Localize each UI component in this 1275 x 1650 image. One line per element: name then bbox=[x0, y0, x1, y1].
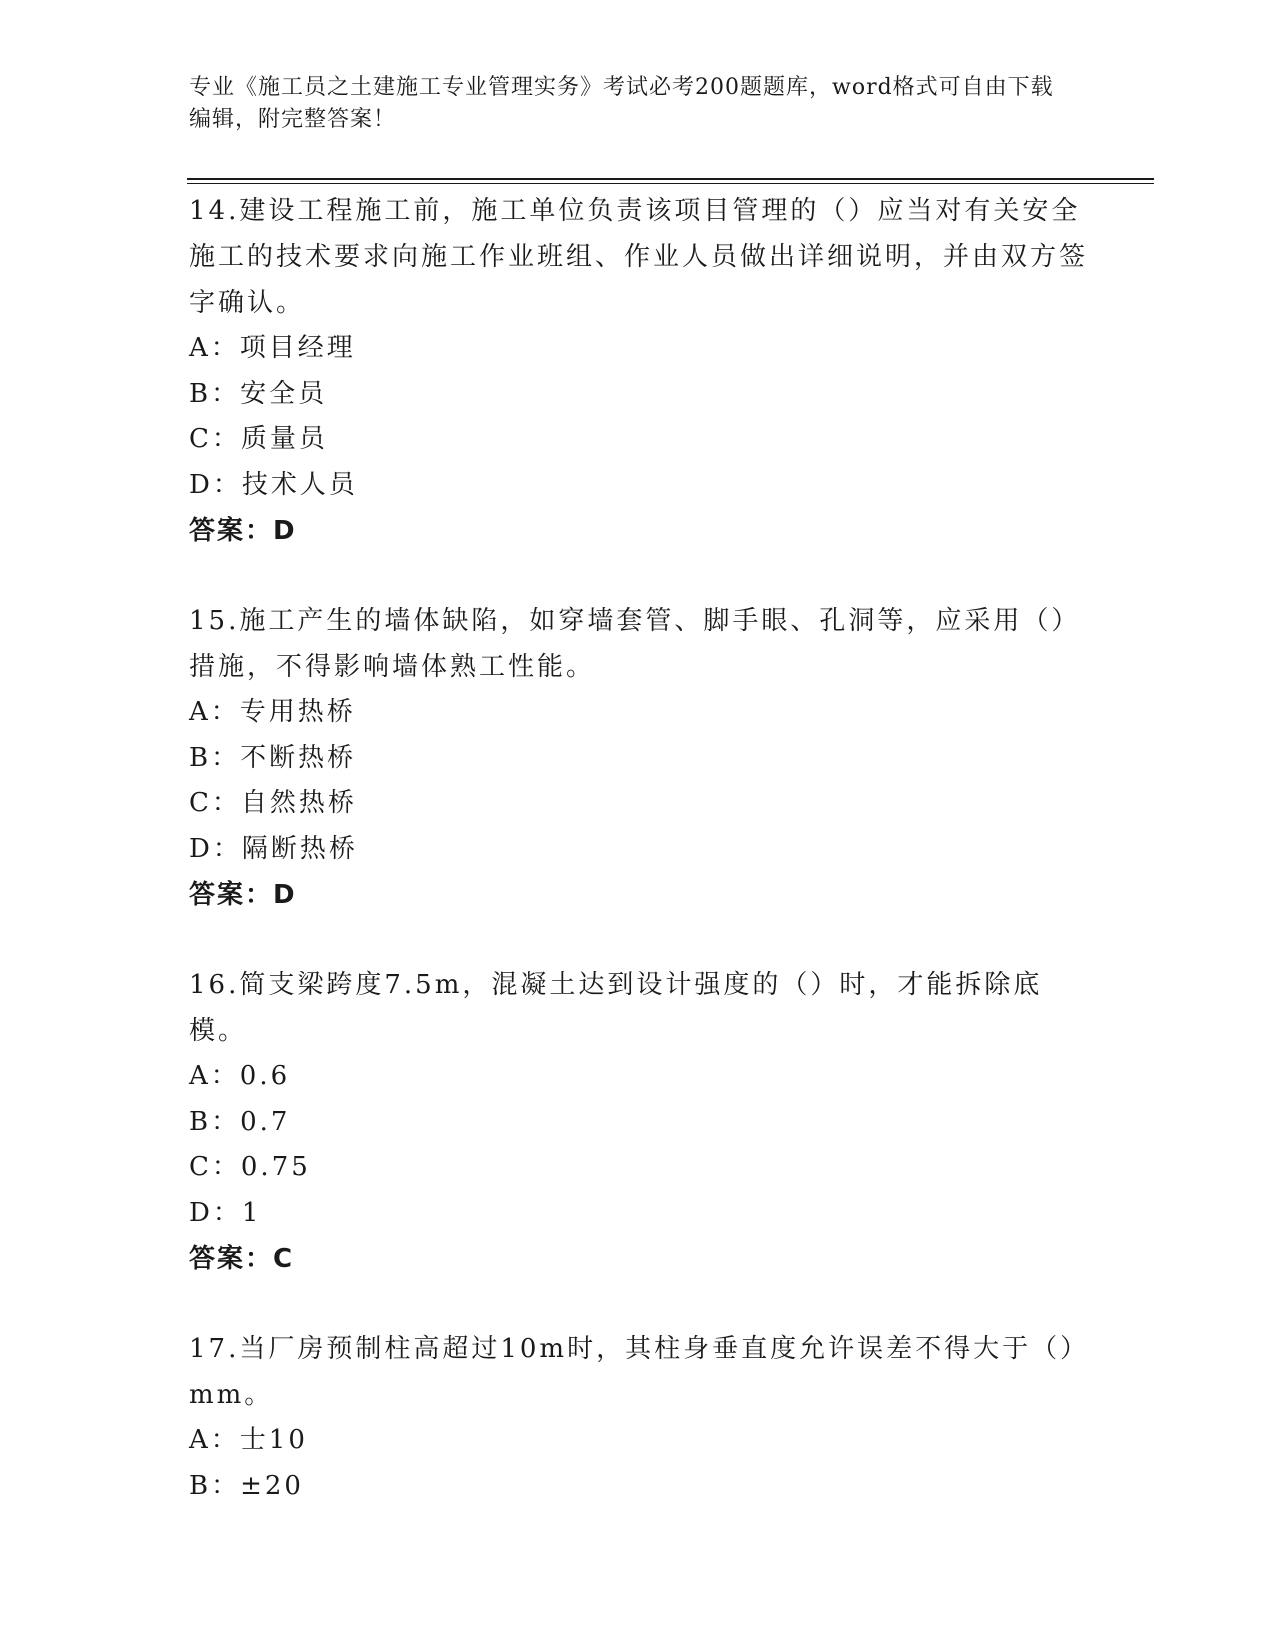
option-b: B：不断热桥 bbox=[189, 742, 357, 773]
option-d: D：隔断热桥 bbox=[189, 833, 358, 864]
answer-line: 答案：D bbox=[189, 880, 297, 910]
header-divider-thick bbox=[187, 178, 1154, 180]
question-list bbox=[189, 188, 1089, 1509]
question-stem: 15.施工产生的墙体缺陷，如穿墙套管、脚手眼、孔洞等，应采用（）措施，不得影响墙体熟工性能。 bbox=[189, 606, 1081, 682]
question-14 bbox=[189, 188, 1089, 554]
option-c: C：自然热桥 bbox=[189, 788, 357, 818]
option-d: D：技术人员 bbox=[189, 469, 358, 500]
option-a: A：专用热桥 bbox=[189, 697, 356, 727]
question-stem: 16.简支梁跨度7.5m，混凝土达到设计强度的（）时，才能拆除底模。 bbox=[189, 970, 1043, 1046]
option-b: B：0.7 bbox=[189, 1106, 291, 1137]
option-d: D：1 bbox=[189, 1197, 262, 1228]
question-16 bbox=[189, 962, 1089, 1282]
header-divider-thin bbox=[187, 183, 1154, 184]
document-header: 专业《施工员之土建施工专业管理实务》考试必考200题题库，word格式可自由下载编辑，附完整答案！ bbox=[189, 75, 1054, 132]
spacer bbox=[189, 1282, 1089, 1326]
option-a: A：0.6 bbox=[189, 1061, 291, 1091]
option-c: C：质量员 bbox=[189, 424, 328, 454]
question-stem: 17.当厂房预制柱高超过10m时，其柱身垂直度允许误差不得大于（）mm。 bbox=[189, 1334, 1077, 1410]
answer-line: 答案：D bbox=[189, 516, 297, 546]
spacer bbox=[189, 554, 1089, 598]
answer-line: 答案：C bbox=[189, 1244, 295, 1274]
question-15 bbox=[189, 598, 1089, 918]
question-stem: 14.建设工程施工前，施工单位负责该项目管理的（）应当对有关安全施工的技术要求向施工作业班组、作业人员做出详细说明，并由双方签字确认。 bbox=[189, 196, 1089, 318]
question-17 bbox=[189, 1326, 1089, 1509]
spacer bbox=[189, 918, 1089, 962]
option-b: B：±20 bbox=[189, 1470, 304, 1501]
option-a: A：项目经理 bbox=[189, 333, 356, 363]
option-b: B：安全员 bbox=[189, 378, 328, 409]
option-a: A：士10 bbox=[189, 1425, 308, 1455]
option-c: C：0.75 bbox=[189, 1152, 311, 1182]
